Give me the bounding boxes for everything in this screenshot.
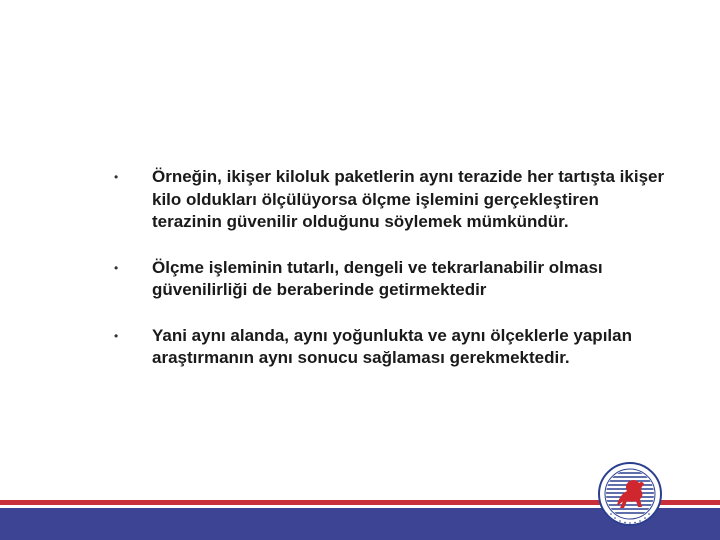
bullet-text: Ölçme işleminin tutarlı, dengeli ve tekrarlanabilir olması güvenilirliği de beraberinde getirmektedir [152,257,603,299]
bullet-item-2 [112,257,672,302]
bullet-item-3 [112,325,672,370]
bullet-marker: • [114,328,119,343]
bullet-list [112,166,672,393]
bullet-text: Yani aynı alanda, aynı yoğunlukta ve aynı ölçeklerle yapılan araştırmanın aynı sonucu sağlaması gerekmektedir. [152,325,632,367]
bullet-marker: • [114,170,119,184]
university-seal-icon [597,461,663,527]
bullet-marker: • [114,260,119,275]
bullet-item-1 [112,166,672,234]
bullet-text: Örneğin, ikişer kiloluk paketlerin aynı terazide her tartışta ikişer kilo oldukları ölçülüyorsa ölçme işlemini gerçekleştiren terazinin güvenilir olduğunu söylemek mümkündür. [152,167,665,231]
